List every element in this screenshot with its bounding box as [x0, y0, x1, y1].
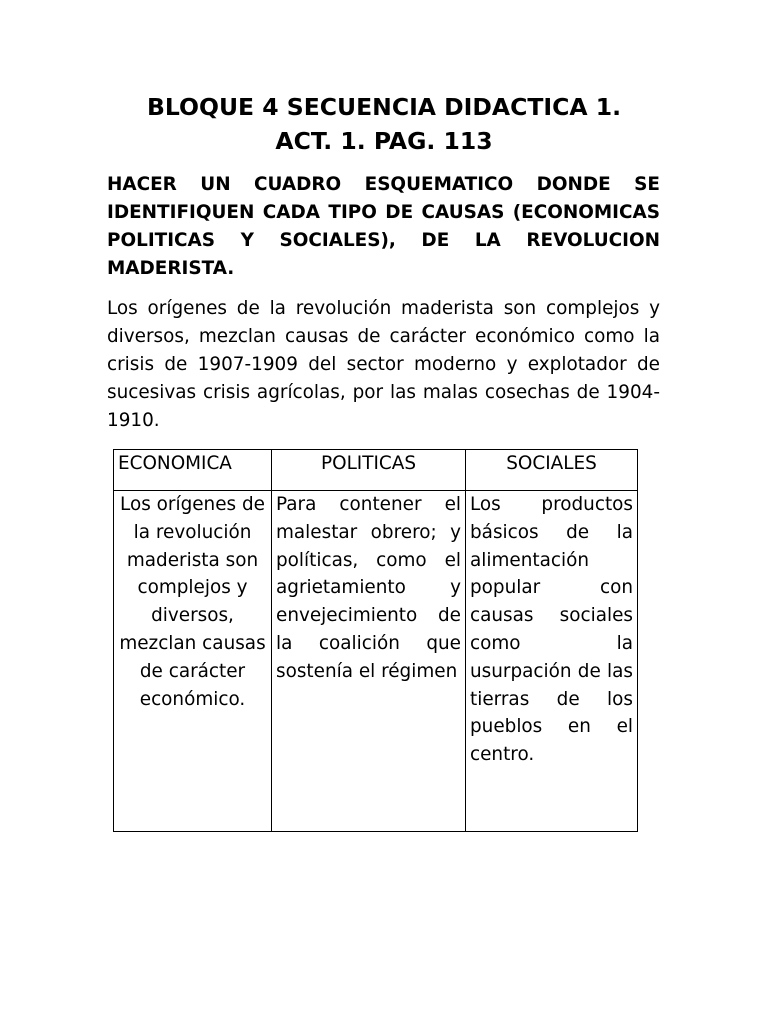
- cell-sociales: Los productos básicos de la alimentación popular con causas sociales como la usurpación de las tierras de los pueblos en el centro.: [466, 491, 638, 832]
- causes-table: [113, 449, 638, 832]
- cell-politicas: Para contener el malestar obrero; y políticas, como el agrietamiento y envejecimiento de la coalición que sostenía el régimen: [272, 491, 466, 832]
- table-row: [114, 491, 638, 832]
- page-title-line-2: ACT. 1. PAG. 113: [275, 127, 493, 155]
- activity-instructions: HACER UN CUADRO ESQUEMATICO DONDE SE IDENTIFIQUEN CADA TIPO DE CAUSAS (ECONOMICAS POLITICAS Y SOCIALES), DE LA REVOLUCION MADERISTA.: [107, 174, 660, 279]
- table-header-row: [114, 450, 638, 491]
- cell-economica: Los orígenes de la revolución maderista son complejos y diversos, mezclan causas de carácter económico.: [114, 491, 272, 832]
- header-economica: ECONOMICA: [114, 450, 272, 491]
- intro-paragraph: Los orígenes de la revolución maderista son complejos y diversos, mezclan causas de carácter económico como la crisis de 1907-1909 del sector moderno y explotador de sucesivas crisis agrícolas, por las malas cosechas de 1904-1910.: [107, 298, 660, 431]
- header-politicas: POLITICAS: [272, 450, 466, 491]
- header-sociales: SOCIALES: [466, 450, 638, 491]
- page-title-line-1: BLOQUE 4 SECUENCIA DIDACTICA 1.: [146, 93, 622, 121]
